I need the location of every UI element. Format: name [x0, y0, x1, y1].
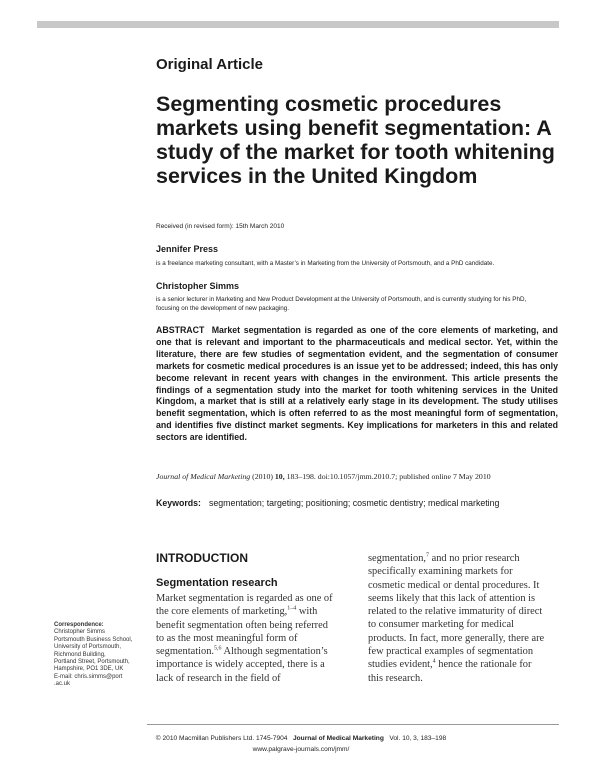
correspondence-line: Portland Street, Portsmouth, [54, 659, 130, 666]
body-line: segmentation.$^{5,6}$ Although segmentation’s [156, 645, 328, 658]
body-column-right [368, 552, 564, 685]
citation-details: 183–198. doi:10.1057/jmm.2010.7; published online 7 May 2010 [286, 472, 491, 481]
citation-volume: 10, [274, 472, 285, 481]
body-line: to as the most meaningful form of [156, 632, 298, 644]
footer-rule [147, 724, 559, 725]
footer-journal: Journal of Medical Marketing [292, 735, 384, 742]
citation-year: (2010) [252, 472, 273, 481]
introduction-heading: INTRODUCTION [156, 551, 248, 565]
keywords [156, 498, 499, 508]
footer-volume: Vol. 10, 3, 183–198 [389, 735, 447, 742]
body-line: lack of research in the field of [156, 672, 281, 684]
correspondence-email: E-mail: chris.simms@port [54, 673, 123, 680]
body-line: cosmetic medical or dental procedures. It [368, 579, 540, 591]
header-rule [37, 21, 559, 28]
body-line: products. In fact, more generally, there are [368, 632, 545, 644]
body-line: specifically examining markets for [368, 566, 513, 578]
correspondence-label: Correspondence: [54, 622, 104, 628]
author-name-2: Christopher Simms [156, 281, 240, 291]
body-line: few practical examples of segmentation [368, 646, 534, 658]
correspondence-email: .ac.uk [54, 681, 71, 688]
citation [156, 472, 561, 481]
body-line: importance is widely accepted, there is a [156, 659, 325, 671]
correspondence-block [54, 622, 144, 689]
correspondence-line: Richmond Building, [54, 651, 106, 658]
body-line: segmentation,$^7$ and no prior research [368, 552, 520, 564]
correspondence-line: University of Portsmouth, [54, 644, 122, 651]
abstract-label: ABSTRACT [156, 325, 205, 335]
correspondence-line: Hampshire, PO1 3DE, UK [54, 666, 124, 673]
body-line: to consumer marketing for medical [368, 619, 514, 631]
body-line: this research. [368, 672, 423, 684]
keywords-label: Keywords: [156, 498, 201, 508]
body-line: the core elements of marketing,$^{1-4}$ with [156, 605, 318, 618]
reference-superscript: 4 [432, 658, 436, 665]
body-line: studies evident,$^4$ hence the rationale for [368, 658, 532, 671]
article-title: Segmenting cosmetic procedures markets using benefit segmentation: A study of the market for tooth whitening services in the United Kingdom [156, 92, 555, 188]
segmentation-research-subheading: Segmentation research [156, 577, 278, 589]
author-bio-1: is a freelance marketing consultant, with a Master’s in Marketing from the University of Portsmouth, and a PhD candidate. [156, 260, 495, 267]
correspondence-line: Portsmouth Business School, [54, 636, 133, 643]
page-footer [147, 733, 455, 755]
body-column-left [156, 592, 346, 685]
body-line: benefit segmentation often being referred [156, 619, 328, 631]
keywords-text: segmentation; targeting; positioning; cosmetic dentistry; medical marketing [208, 498, 500, 508]
body-line: Market segmentation is regarded as one of [156, 593, 333, 604]
body-line: related to the relative immaturity of direct [368, 606, 543, 618]
abstract-text: Market segmentation is regarded as one of the core elements of marketing, and one that is relevant and important to the pharmaceuticals and medical sector. Yet, within the literature, there are few studies of segmentation evident, and the segmentation of consumer markets for cosmetic medical procedures is an issue yet to be addressed; indeed, this has only become relevant in recent years with changes in the environment. This article presents the findings of a segmentation study into the market for tooth whitening services in the United Kingdom, a market that is still at a relatively early stage in its development. The study utilises benefit segmentation, which is often referred to as the most meaningful form of segmentation, and identifies five distinct market segments. Key implications for marketers in this and related sectors are identified. [156, 325, 558, 443]
author-bio-2: is a senior lecturer in Marketing and New Product Development at the University of Portsmouth, and is currently studying for his PhD, focusing on the development of new packaging. [156, 296, 527, 312]
footer-url: www.palgrave-journals.com/jmm/ [252, 746, 350, 753]
body-line: seems likely that this lack of attention is [368, 592, 536, 604]
reference-superscript: 7 [426, 552, 430, 559]
citation-journal: Journal of Medical Marketing [156, 472, 251, 481]
author-name-1: Jennifer Press [156, 244, 219, 254]
abstract [156, 325, 558, 444]
reference-superscript: 1–4 [287, 605, 297, 612]
footer-copyright: © 2010 Macmillan Publishers Ltd. 1745-7904 [155, 735, 288, 742]
correspondence-line: Christopher Simms [54, 629, 106, 636]
received-date: Received (in revised form): 15th March 2010 [156, 223, 285, 230]
reference-superscript: 5,6 [214, 645, 222, 652]
article-type-label: Original Article [156, 56, 263, 73]
